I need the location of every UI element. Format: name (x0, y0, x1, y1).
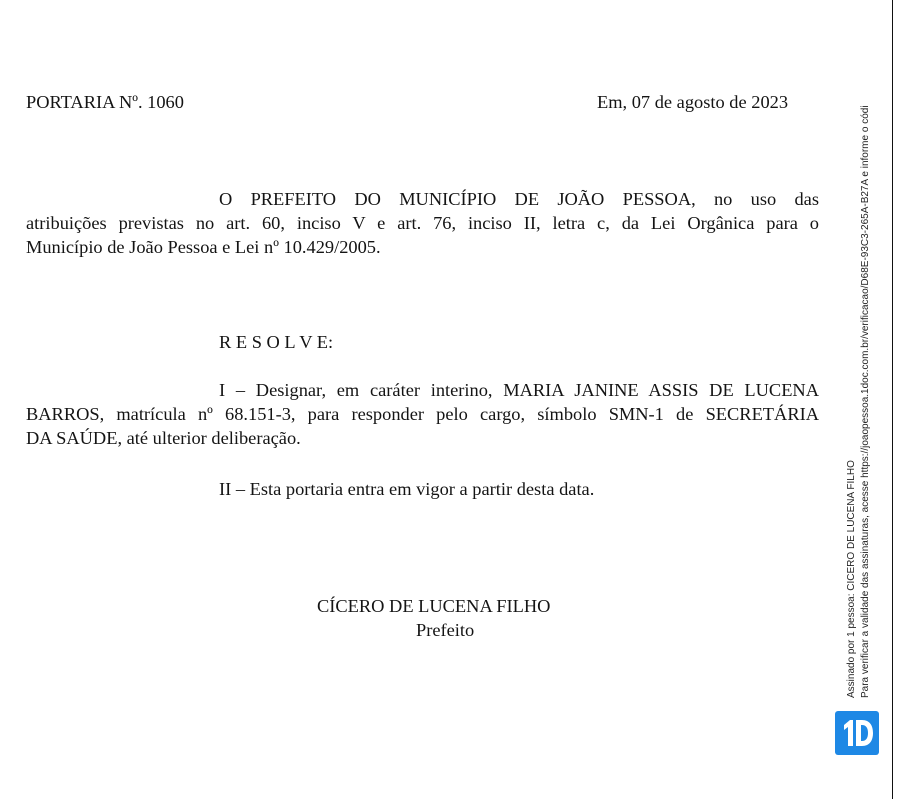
stamp-signed-by: Assinado por 1 pessoa: CICERO DE LUCENA FILHO (846, 460, 857, 698)
resolve-heading: R E S O L V E: (219, 332, 334, 352)
item-1-paragraph (26, 378, 819, 450)
intro-line-1: O PREFEITO DO MUNICÍPIO DE JOÃO PESSOA, no uso das (219, 189, 819, 209)
1doc-logo-icon (835, 711, 879, 755)
intro-line-2: atribuições previstas no art. 60, inciso V e art. 76, inciso II, letra c, da Lei Orgânica para o (26, 213, 819, 233)
stamp-verification-link: Para verificar a validade das assinaturas, acesse https://joaopessoa.1doc.com.br/verificacao/D68E-93C3-265A-B27A e informe o códi (860, 105, 871, 698)
signer-name: CÍCERO DE LUCENA FILHO (317, 596, 551, 616)
signer-title: Prefeito (416, 620, 475, 640)
portaria-number: PORTARIA Nº. 1060 (26, 92, 184, 112)
intro-line-3: Município de João Pessoa e Lei nº 10.429/2005. (26, 237, 381, 257)
item-1-line-1: I – Designar, em caráter interino, MARIA JANINE ASSIS DE LUCENA (219, 380, 819, 400)
item-2-text: II – Esta portaria entra em vigor a partir desta data. (219, 479, 595, 499)
document-date: Em, 07 de agosto de 2023 (597, 92, 789, 112)
signature-stamp (832, 0, 880, 700)
item-1-line-2: BARROS, matrícula nº 68.151-3, para responder pelo cargo, símbolo SMN-1 de SECRETÁRIA (26, 404, 819, 424)
item-1-line-3: DA SAÚDE, até ulterior deliberação. (26, 428, 301, 448)
intro-paragraph (26, 187, 819, 259)
